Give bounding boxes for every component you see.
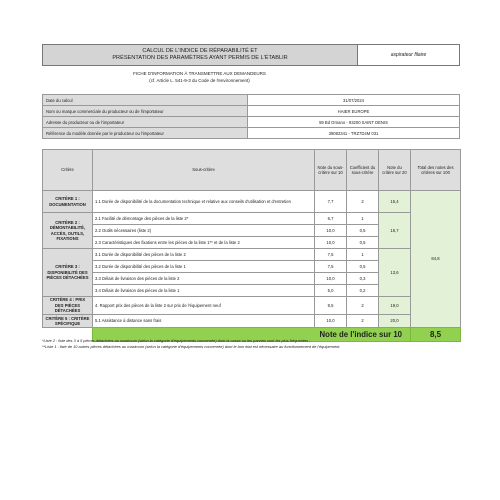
info-row bbox=[43, 117, 460, 128]
header-coefficient: Coefficient du sous-critère bbox=[347, 150, 379, 191]
footnote-2: **Liste 1 : liste de 10 autres pièces détachées au maximum (selon la catégorie d'équipements concernée) dont le bon état est nécessaire au fonctionnement de l'équipement. bbox=[42, 344, 341, 349]
criterion-cell: CRITÈRE 5 : CRITÈRE SPÉCIFIQUE bbox=[43, 315, 93, 328]
criterion-note-cell: 20,0 bbox=[379, 315, 411, 328]
header-note-10: Note du sous-critère sur 10 bbox=[315, 150, 347, 191]
product-category: aspirateur filaire bbox=[390, 52, 427, 58]
note-cell: 6,7 bbox=[315, 213, 347, 225]
info-value: 39082341 - TRZ7D4M 031 bbox=[248, 128, 460, 139]
total-cell: 84,8 bbox=[411, 191, 461, 328]
criterion-note-cell: 13,6 bbox=[379, 249, 411, 297]
coef-cell: 0,5 bbox=[347, 237, 379, 249]
note-cell: 10,0 bbox=[315, 225, 347, 237]
criterion-cell: CRITÈRE 1 : DOCUMENTATION bbox=[43, 191, 93, 213]
criterion-cell: CRITÈRE 4 : PRIX DES PIÈCES DÉTACHÉES bbox=[43, 297, 93, 315]
coef-cell: 2 bbox=[347, 191, 379, 213]
coef-cell: 0,2 bbox=[347, 285, 379, 297]
info-table bbox=[42, 94, 460, 139]
subheading-line-1: FICHE D'INFORMATION À TRANSMETTRE AUX DEMANDEURS bbox=[133, 71, 266, 76]
title-line-1: CALCUL DE L'INDICE DE RÉPARABILITÉ ET bbox=[142, 48, 258, 54]
subcriterion-cell: 5.1 Assistance à distance sans frais bbox=[93, 315, 315, 328]
header-subcriterion: Sous-critère bbox=[93, 150, 315, 191]
subheading-line-2: (cf. Article L. 541-9-3 du Code de l'environnement) bbox=[149, 77, 250, 83]
coef-cell: 2 bbox=[347, 297, 379, 315]
coef-cell: 0,5 bbox=[347, 261, 379, 273]
note-cell: 7,5 bbox=[315, 261, 347, 273]
table-row bbox=[43, 315, 461, 328]
final-score-label: Note de l'indice sur 10 bbox=[93, 328, 411, 342]
coef-cell: 0,3 bbox=[347, 273, 379, 285]
criterion-cell: CRITÈRE 3 : DISPONIBILITÉ DES PIÈCES DÉTACHÉES bbox=[43, 249, 93, 297]
info-value: HAIER EUROPE bbox=[248, 106, 460, 117]
table-header-row bbox=[43, 150, 461, 191]
info-row bbox=[43, 106, 460, 117]
info-label: Nom ou marque commerciale du producteur ou de l'importateur bbox=[43, 106, 248, 117]
title-line-2: PRÉSENTATION DES PARAMÈTRES AYANT PERMIS DE L'ÉTABLIR bbox=[112, 55, 288, 61]
subcriterion-cell: 3.4 Délais de livraison des pièces de la liste 1 bbox=[93, 285, 315, 297]
criterion-cell: CRITÈRE 2 : DÉMONTABILITÉ, ACCÈS, OUTILS, FIXATIONS bbox=[43, 213, 93, 249]
info-value: 31/07/2024 bbox=[248, 95, 460, 106]
footnote-1: *Liste 2 : liste des 3 à 5 pièces détachées au maximum (selon la catégorie d'équipements concernée) dont la casse ou les pannes sont les plus fréquentes ; bbox=[42, 338, 311, 343]
info-label: Référence du modèle donnée par le producteur ou l'importateur bbox=[43, 128, 248, 139]
criterion-note-cell: 19,0 bbox=[379, 297, 411, 315]
subcriterion-cell: 3.1 Durée de disponibilité des pièces de la liste 2 bbox=[93, 249, 315, 261]
final-score-value: 8,5 bbox=[411, 328, 461, 342]
page-title bbox=[43, 45, 358, 65]
note-cell: 5,0 bbox=[315, 285, 347, 297]
coef-cell: 2 bbox=[347, 315, 379, 328]
table-row bbox=[43, 297, 461, 315]
table-row bbox=[43, 249, 461, 261]
note-cell: 10,0 bbox=[315, 273, 347, 285]
footnotes bbox=[42, 338, 482, 350]
header-note-20: Note du critère sur 20 bbox=[379, 150, 411, 191]
subheading bbox=[42, 71, 357, 84]
header-total-100: Total des notes des critères sur 100 bbox=[411, 150, 461, 191]
note-cell: 7,5 bbox=[315, 249, 347, 261]
coef-cell: 0,5 bbox=[347, 225, 379, 237]
info-value: 59 Bd Ornano - 93200 SAINT DENIS bbox=[248, 117, 460, 128]
info-label: Adresse du producteur ou de l'importateur bbox=[43, 117, 248, 128]
score-table bbox=[42, 149, 461, 342]
note-cell: 10,0 bbox=[315, 237, 347, 249]
info-row bbox=[43, 128, 460, 139]
info-row bbox=[43, 95, 460, 106]
subcriterion-cell: 3.2 Durée de disponibilité des pièces de la liste 1 bbox=[93, 261, 315, 273]
note-cell: 9,5 bbox=[315, 297, 347, 315]
criterion-note-cell: 15,4 bbox=[379, 191, 411, 213]
note-cell: 10,0 bbox=[315, 315, 347, 328]
coef-cell: 1 bbox=[347, 213, 379, 225]
subcriterion-cell: 2.1 Facilité de démontage des pièces de la liste 2* bbox=[93, 213, 315, 225]
table-row bbox=[43, 191, 461, 213]
header-criterion: Critère bbox=[43, 150, 93, 191]
subcriterion-cell: 1.1 Durée de disponibilité de la documentation technique et relative aux conseils d'utilisation et d'entretien bbox=[93, 191, 315, 213]
info-label: Date du calcul bbox=[43, 95, 248, 106]
subcriterion-cell: 2.2 Outils nécessaires (liste 2) bbox=[93, 225, 315, 237]
header bbox=[42, 44, 460, 66]
note-cell: 7,7 bbox=[315, 191, 347, 213]
subcriterion-cell: 2.3 Caractéristiques des fixations entre les pièces de la liste 1** et de la liste 2 bbox=[93, 237, 315, 249]
subcriterion-cell: 4. Rapport prix des pièces de la liste 2 sur prix de l'équipement neuf bbox=[93, 297, 315, 315]
table-row bbox=[43, 213, 461, 225]
subcriterion-cell: 3.3 Délais de livraison des pièces de la liste 2 bbox=[93, 273, 315, 285]
criterion-note-cell: 16,7 bbox=[379, 213, 411, 249]
coef-cell: 1 bbox=[347, 249, 379, 261]
